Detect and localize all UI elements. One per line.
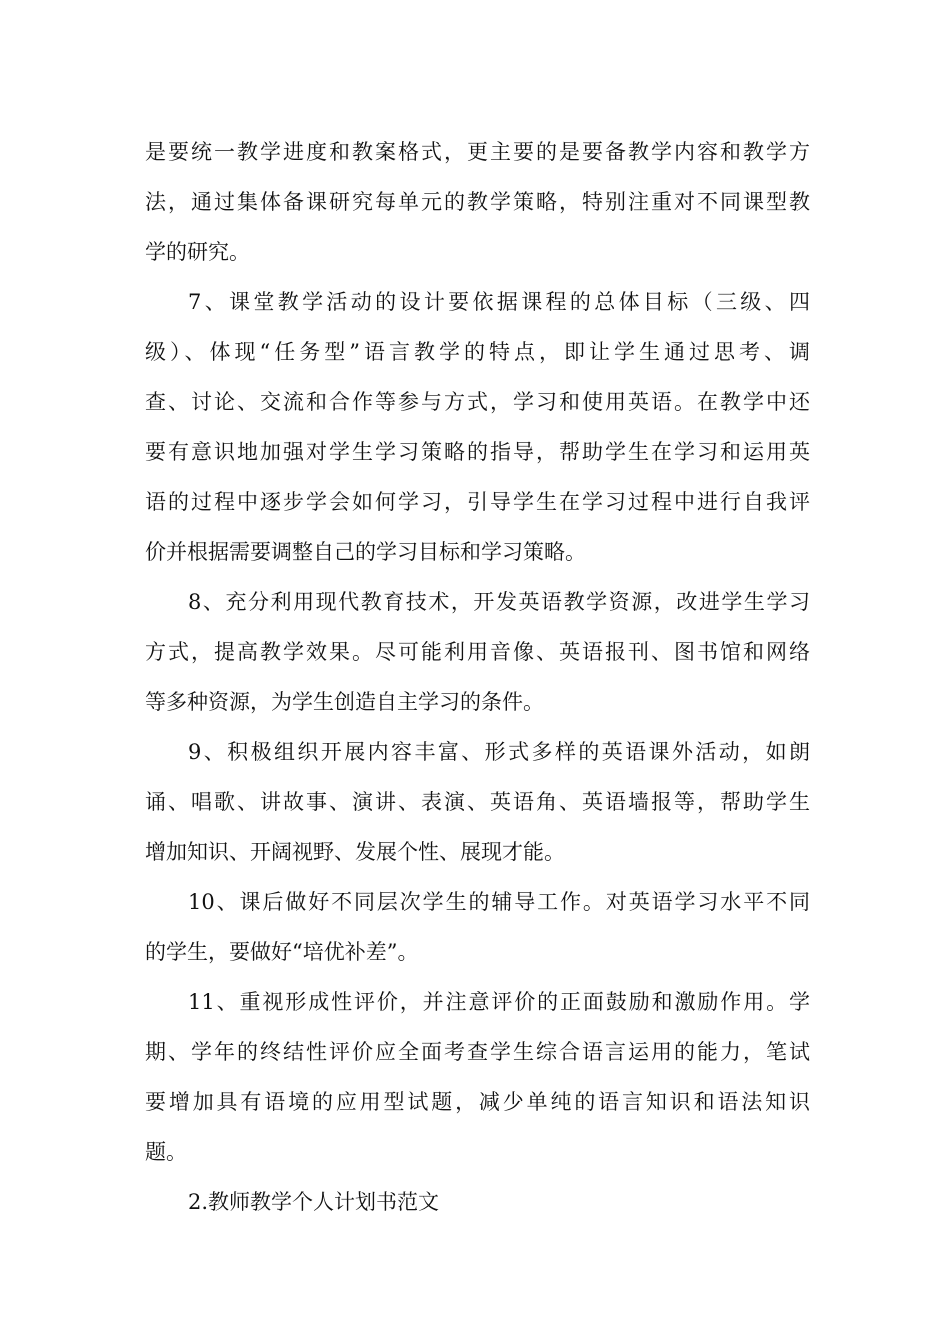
text-line: 法，通过集体备课研究每单元的教学策略，特别注重对不同课型教	[145, 190, 810, 214]
paragraph-9-start: 9、积极组织开展内容丰富、形式多样的英语课外活动，如朗	[188, 740, 810, 764]
paragraph-10-start: 10、课后做好不同层次学生的辅导工作。对英语学习水平不同	[188, 890, 810, 914]
text-line: 是要统一教学进度和教案格式，更主要的是要备教学内容和教学方	[145, 140, 810, 164]
text-line: 学的研究。	[145, 240, 250, 264]
paragraph-8-start: 8、充分利用现代教育技术，开发英语教学资源，改进学生学习	[188, 590, 810, 614]
text-line: 的学生，要做好“培优补差”。	[145, 940, 419, 964]
text-line: 要有意识地加强对学生学习策略的指导，帮助学生在学习和运用英	[145, 440, 810, 464]
text-line: 查、讨论、交流和合作等参与方式，学习和使用英语。在教学中还	[145, 390, 810, 414]
text-line: 方式，提高教学效果。尽可能利用音像、英语报刊、图书馆和网络	[145, 640, 810, 664]
text-line: 语的过程中逐步学会如何学习，引导学生在学习过程中进行自我评	[145, 490, 810, 514]
text-line: 期、学年的终结性评价应全面考查学生综合语言运用的能力，笔试	[145, 1040, 810, 1064]
text-line: 诵、唱歌、讲故事、演讲、表演、英语角、英语墙报等，帮助学生	[145, 790, 810, 814]
text-line: 等多种资源，为学生创造自主学习的条件。	[145, 690, 544, 714]
text-line: 价并根据需要调整自己的学习目标和学习策略。	[145, 540, 586, 564]
text-line: 要增加具有语境的应用型试题，减少单纯的语言知识和语法知识	[145, 1090, 810, 1114]
paragraph-11-start: 11、重视形成性评价，并注意评价的正面鼓励和激励作用。学	[188, 990, 810, 1014]
paragraph-7-start: 7、课堂教学活动的设计要依据课程的总体目标（三级、四	[188, 290, 810, 314]
section-heading: 2.教师教学个人计划书范文	[188, 1190, 440, 1214]
text-line: 级）、体现“任务型”语言教学的特点，即让学生通过思考、调	[145, 340, 810, 364]
text-line: 题。	[145, 1140, 187, 1164]
text-line: 增加知识、开阔视野、发展个性、展现才能。	[145, 840, 565, 864]
